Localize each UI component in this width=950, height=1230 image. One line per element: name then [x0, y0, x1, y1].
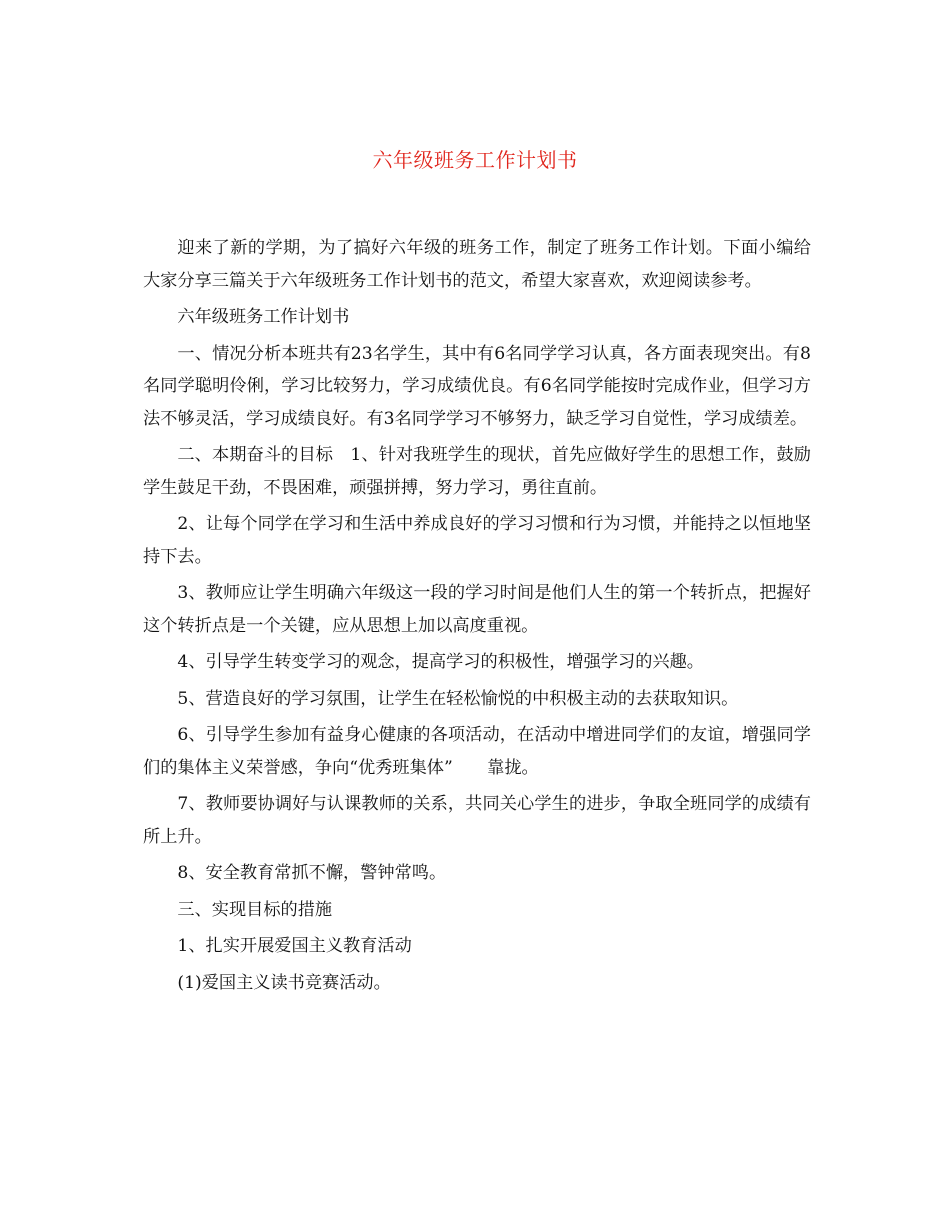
paragraph-goals-4: 4、引导学生转变学习的观念，提高学习的积极性，增强学习的兴趣。 — [177, 652, 704, 672]
paragraph-measures-1-1: (1)爱国主义读书竞赛活动。 — [177, 972, 391, 993]
paragraph-goals-1: 二、本期奋斗的目标 1、针对我班学生的现状，首先应做好学生的思想工作，鼓励学生鼓足干劲，不畏困难，顽强拼搏，努力学习，勇往直前。 — [143, 445, 811, 498]
paragraph-goals-2: 2、让每个同学在学习和生活中养成良好的学习习惯和行为习惯，并能持之以恒地坚持下去。 — [143, 514, 811, 567]
paragraph-goals-6: 6、引导学生参加有益身心健康的各项活动，在活动中增进同学们的友谊，增强同学们的集体主义荣誉感，争向“优秀班集体” 靠拢。 — [143, 725, 811, 778]
paragraph-goals-5: 5、营造良好的学习氛围，让学生在轻松愉悦的中积极主动的去获取知识。 — [177, 688, 739, 709]
paragraph-goals-3: 3、教师应让学生明确六年级这一段的学习时间是他们人生的第一个转折点，把握好这个转折点是一个关键，应从思想上加以高度重视。 — [143, 583, 811, 636]
document-body — [143, 232, 811, 1003]
paragraph-goals-7: 7、教师要协调好与认课教师的关系，共同关心学生的进步，争取全班同学的成绩有所上升。 — [143, 794, 811, 847]
paragraph-subtitle: 六年级班务工作计划书 — [177, 307, 350, 327]
paragraph-situation-analysis: 一、情况分析本班共有23名学生，其中有6名同学学习认真，各方面表现突出。有8名同学聪明伶俐，学习比较努力，学习成绩优良。有6名同学能按时完成作业，但学习方法不够灵活，学习成绩良好。有3名同学学习不够努力，缺乏学习自觉性，学习成绩差。 — [143, 343, 811, 429]
document-title: 六年级班务工作计划书 — [372, 148, 578, 172]
paragraph-intro: 迎来了新的学期，为了搞好六年级的班务工作，制定了班务工作计划。下面小编给大家分享三篇关于六年级班务工作计划书的范文，希望大家喜欢，欢迎阅读参考。 — [143, 238, 811, 291]
paragraph-measures-1: 1、扎实开展爱国主义教育活动 — [177, 936, 412, 956]
paragraph-goals-8: 8、安全教育常抓不懈，警钟常鸣。 — [177, 863, 447, 883]
paragraph-measures-heading: 三、实现目标的措施 — [177, 899, 333, 920]
